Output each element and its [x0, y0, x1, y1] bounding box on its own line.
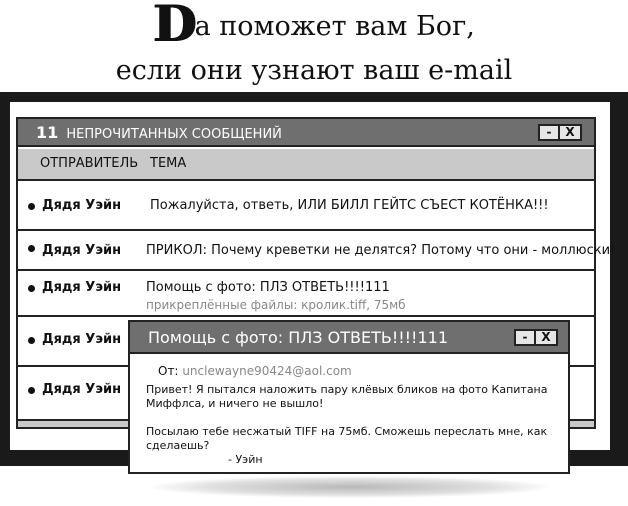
popup-title-bar [130, 322, 568, 354]
popup-window-controls [514, 329, 558, 346]
message-sender: Дядя Уэйн [42, 332, 122, 347]
drop-cap-letter: D [153, 0, 195, 53]
message-row[interactable] [18, 231, 616, 271]
message-body-line: Привет! Я пытался наложить пару клёвых бликов на фото Капитана [146, 383, 548, 396]
message-signature: - Уэйн [228, 453, 263, 466]
inbox-title-text: НЕПРОЧИТАННЫХ СООБЩЕНИЙ [66, 127, 282, 142]
message-body-line: сделаешь? [146, 439, 210, 452]
from-email[interactable]: unclewayne90424@aol.com [182, 364, 352, 378]
column-header-row [18, 149, 594, 181]
inbox-title-bar [18, 119, 594, 147]
headline-line-1-text: а поможет вам Бог, [194, 11, 475, 42]
message-sender: Дядя Уэйн [42, 243, 122, 258]
unread-dot-icon [28, 337, 35, 344]
unread-dot-icon [28, 245, 35, 252]
unread-dot-icon [28, 285, 35, 292]
close-button[interactable]: X [560, 124, 582, 141]
unread-count: 11 [36, 123, 59, 142]
message-subject: Пожалуйста, ответь, ИЛИ БИЛЛ ГЕЙТС СЪЕСТ КОТЁНКА!!! [150, 198, 549, 213]
message-body-line: Посылаю тебе несжатый TIFF на 75мб. Сможешь переслать мне, как [146, 425, 548, 438]
from-line [158, 364, 352, 378]
popup-shadow [150, 476, 550, 498]
minimize-button[interactable]: - [538, 124, 560, 141]
message-subject: ПРИКОЛ: Почему креветки не делятся? Потому что они - моллюски! [146, 243, 616, 258]
message-sender: Дядя Уэйн [42, 198, 122, 213]
message-row[interactable] [18, 271, 594, 317]
window-controls [538, 124, 582, 141]
message-sender: Дядя Уэйн [42, 382, 122, 397]
message-attachment: прикреплённые файлы: кролик.tiff, 75мб [146, 298, 406, 312]
message-sender: Дядя Уэйн [42, 280, 122, 295]
column-header-subject[interactable]: ТЕМА [150, 156, 187, 171]
popup-title-text: Помощь с фото: ПЛЗ ОТВЕТЬ!!!!111 [148, 328, 449, 347]
message-subject: Помощь с фото: ПЛЗ ОТВЕТЬ!!!!111 [146, 280, 390, 295]
message-body-line: Миффлса, и ничего не вышло! [146, 397, 324, 410]
message-popup-window [128, 320, 570, 474]
popup-minimize-button[interactable]: - [514, 329, 536, 346]
headline-line-2: если они узнают ваш e-mail [115, 55, 513, 86]
from-label: От: [158, 364, 179, 378]
popup-close-button[interactable]: X [536, 329, 558, 346]
unread-dot-icon [28, 387, 35, 394]
column-header-sender[interactable]: ОТПРАВИТЕЛЬ [40, 156, 139, 171]
headline-line-1 [0, 0, 628, 53]
message-row[interactable] [18, 183, 594, 231]
unread-dot-icon [28, 203, 35, 210]
